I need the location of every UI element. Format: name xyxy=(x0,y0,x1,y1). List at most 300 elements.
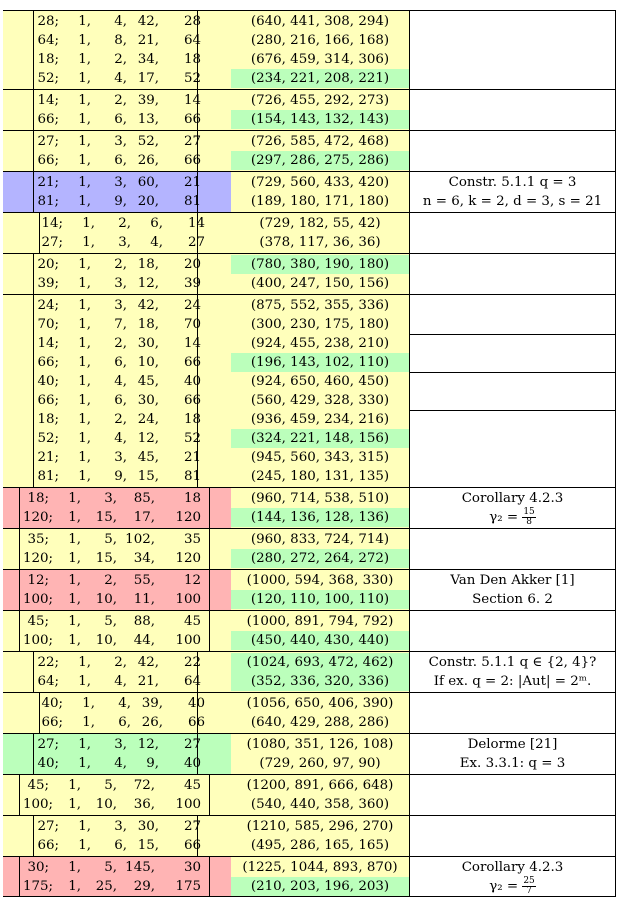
params-cell xyxy=(3,693,231,733)
param-row xyxy=(3,255,231,274)
tuple-row: (144, 136, 128, 136) xyxy=(231,508,409,527)
param-value: 52; xyxy=(37,71,59,86)
param-value: 1, xyxy=(78,14,91,29)
tuple-row: (726, 585, 472, 468) xyxy=(231,132,409,151)
param-value: 66 xyxy=(183,393,201,408)
params-cell xyxy=(3,857,231,896)
note-line xyxy=(410,653,615,672)
param-value: 1, xyxy=(78,153,91,168)
tuple-cell xyxy=(231,652,409,692)
note-cell xyxy=(409,652,616,692)
param-value: 2, xyxy=(114,93,127,108)
param-value: 1, xyxy=(68,879,81,894)
param-value: 12, xyxy=(137,276,159,291)
params-cell xyxy=(3,11,231,89)
param-value: 10, xyxy=(137,355,159,370)
tuple-row: (924, 455, 238, 210) xyxy=(231,334,409,353)
tuple-row: (245, 180, 131, 135) xyxy=(231,467,409,486)
note-line xyxy=(410,489,615,508)
note-cell xyxy=(409,488,616,528)
param-value: 27 xyxy=(183,134,201,149)
param-value: 39 xyxy=(183,276,201,291)
param-value: 1, xyxy=(78,71,91,86)
tuple-row: (495, 286, 165, 165) xyxy=(231,836,409,855)
tuple-row: (189, 180, 171, 180) xyxy=(231,192,409,211)
param-value: 1, xyxy=(68,573,81,588)
param-value: 1, xyxy=(78,838,91,853)
tuple-cell xyxy=(231,254,409,294)
note-cell xyxy=(409,611,616,651)
tuple-row: (196, 143, 102, 110) xyxy=(231,353,409,372)
tuple-row: (450, 440, 430, 440) xyxy=(231,631,409,650)
param-value: 1, xyxy=(78,257,91,272)
tuple-cell xyxy=(231,734,409,774)
param-value: 102, xyxy=(125,532,155,547)
table-group xyxy=(3,10,616,89)
param-value: 27; xyxy=(37,737,59,752)
param-value: 120; xyxy=(23,551,54,566)
param-value: 66; xyxy=(37,393,59,408)
tuple-cell xyxy=(231,11,409,89)
param-row xyxy=(3,12,231,31)
tuple-row: (1080, 351, 126, 108) xyxy=(231,735,409,754)
param-row xyxy=(3,672,231,691)
param-value: 5, xyxy=(104,532,117,547)
param-value: 175 xyxy=(175,879,201,894)
param-value: 18; xyxy=(37,412,59,427)
fraction-denominator: 7 xyxy=(526,886,532,896)
param-value: 21; xyxy=(37,450,59,465)
note-cell xyxy=(409,295,616,487)
fraction-numerator: 15 xyxy=(523,507,535,517)
param-row xyxy=(3,31,231,50)
param-value: 4, xyxy=(114,14,127,29)
tuple-cell xyxy=(231,775,409,815)
tuple-row: (324, 221, 148, 156) xyxy=(231,429,409,448)
tuple-cell xyxy=(231,816,409,856)
note-line xyxy=(410,672,615,691)
param-value: 64; xyxy=(37,674,59,689)
tuple-row: (936, 459, 234, 216) xyxy=(231,410,409,429)
note-text: Van Den Akker [1] xyxy=(450,573,575,588)
param-value: 1, xyxy=(82,696,95,711)
param-value: 66; xyxy=(41,715,63,730)
note-cell xyxy=(409,254,616,294)
param-row xyxy=(3,214,231,233)
param-value: 3, xyxy=(104,491,117,506)
param-row xyxy=(3,530,231,549)
tuple-row: (640, 429, 288, 286) xyxy=(231,713,409,732)
param-row xyxy=(3,817,231,836)
tuple-row: (280, 216, 166, 168) xyxy=(231,31,409,50)
param-value: 12; xyxy=(27,573,49,588)
param-row xyxy=(3,315,231,334)
param-value: 3, xyxy=(114,298,127,313)
param-row xyxy=(3,192,231,211)
param-value: 1, xyxy=(78,393,91,408)
param-value: 120 xyxy=(175,510,201,525)
note-text: Constr. 5.1.1 q = 3 xyxy=(448,175,577,190)
note-line xyxy=(410,735,615,754)
param-value: 1, xyxy=(78,93,91,108)
param-value: 81; xyxy=(37,194,59,209)
note-text: γ₂ = xyxy=(489,510,523,525)
param-value: 175; xyxy=(23,879,54,894)
param-value: 18 xyxy=(183,412,201,427)
param-row xyxy=(3,754,231,773)
param-row xyxy=(3,571,231,590)
param-value: 34, xyxy=(137,52,159,67)
note-separator xyxy=(410,372,615,373)
param-value: 52 xyxy=(183,431,201,446)
param-value: 81 xyxy=(183,469,201,484)
param-row xyxy=(3,489,231,508)
param-value: 70; xyxy=(37,317,59,332)
param-value: 21 xyxy=(183,175,201,190)
param-value: 15, xyxy=(95,551,117,566)
param-value: 6, xyxy=(114,355,127,370)
table-group xyxy=(3,856,616,897)
param-row xyxy=(3,735,231,754)
param-row xyxy=(3,372,231,391)
param-value: 20; xyxy=(37,257,59,272)
tuple-cell xyxy=(231,90,409,130)
note-cell xyxy=(409,857,616,896)
param-value: 4, xyxy=(114,374,127,389)
param-value: 11, xyxy=(133,592,155,607)
table-group xyxy=(3,487,616,528)
param-value: 100 xyxy=(175,592,201,607)
param-row xyxy=(3,353,231,372)
param-value: 44, xyxy=(133,633,155,648)
param-value: 1, xyxy=(78,450,91,465)
param-value: 6, xyxy=(114,393,127,408)
note-text: Delorme [21] xyxy=(467,737,558,752)
param-value: 10, xyxy=(95,797,117,812)
param-value: 26, xyxy=(137,153,159,168)
param-value: 27 xyxy=(183,819,201,834)
param-value: 1, xyxy=(78,276,91,291)
param-value: 5, xyxy=(104,778,117,793)
params-cell xyxy=(3,734,231,774)
param-value: 9, xyxy=(114,194,127,209)
note-text: Section 6. 2 xyxy=(472,592,553,607)
param-value: 1, xyxy=(68,532,81,547)
param-value: 27 xyxy=(183,737,201,752)
param-row xyxy=(3,467,231,486)
param-value: 1, xyxy=(78,33,91,48)
param-row xyxy=(3,590,231,609)
tuple-row: (300, 230, 175, 180) xyxy=(231,315,409,334)
params-cell xyxy=(3,254,231,294)
param-value: 45, xyxy=(137,450,159,465)
param-value: 21 xyxy=(183,450,201,465)
param-value: 45; xyxy=(27,778,49,793)
param-value: 6, xyxy=(114,112,127,127)
param-row xyxy=(3,410,231,429)
param-value: 45 xyxy=(183,778,201,793)
param-value: 4, xyxy=(114,674,127,689)
param-row xyxy=(3,132,231,151)
param-value: 27; xyxy=(37,819,59,834)
param-value: 1, xyxy=(78,175,91,190)
param-value: 36, xyxy=(133,797,155,812)
param-value: 15, xyxy=(137,469,159,484)
param-value: 10, xyxy=(95,592,117,607)
param-row xyxy=(3,429,231,448)
param-value: 3, xyxy=(114,450,127,465)
tuple-cell xyxy=(231,693,409,733)
note-text: n = 6, k = 2, d = 3, s = 21 xyxy=(422,194,603,209)
param-value: 34, xyxy=(133,551,155,566)
tuple-cell xyxy=(231,529,409,569)
param-value: 4, xyxy=(114,756,127,771)
note-cell xyxy=(409,775,616,815)
param-value: 6, xyxy=(114,838,127,853)
tuple-row: (729, 560, 433, 420) xyxy=(231,173,409,192)
param-value: 21, xyxy=(137,674,159,689)
note-cell xyxy=(409,213,616,253)
param-value: 1, xyxy=(78,756,91,771)
note-separator xyxy=(410,410,615,411)
param-value: 42, xyxy=(137,298,159,313)
param-value: 18; xyxy=(27,491,49,506)
tuple-row: (400, 247, 150, 156) xyxy=(231,274,409,293)
param-value: 40; xyxy=(37,374,59,389)
param-value: 14; xyxy=(37,93,59,108)
param-value: 18, xyxy=(137,257,159,272)
fraction-numerator: 25 xyxy=(523,876,535,886)
table-group xyxy=(3,610,616,651)
table-group xyxy=(3,692,616,733)
tuple-row: (280, 272, 264, 272) xyxy=(231,549,409,568)
param-value: 24, xyxy=(137,412,159,427)
tuple-row: (378, 117, 36, 36) xyxy=(231,233,409,252)
param-value: 1, xyxy=(68,778,81,793)
param-value: 52 xyxy=(183,71,201,86)
tuple-row: (352, 336, 320, 336) xyxy=(231,672,409,691)
param-value: 1, xyxy=(78,317,91,332)
param-value: 100; xyxy=(23,592,54,607)
param-value: 64 xyxy=(183,674,201,689)
param-value: 1, xyxy=(78,737,91,752)
tuple-row: (1210, 585, 296, 270) xyxy=(231,817,409,836)
tuple-row: (1000, 891, 794, 792) xyxy=(231,612,409,631)
params-cell xyxy=(3,213,231,253)
param-value: 39, xyxy=(141,696,163,711)
param-value: 39, xyxy=(137,93,159,108)
param-value: 12 xyxy=(183,573,201,588)
param-value: 5, xyxy=(104,860,117,875)
param-row xyxy=(3,69,231,88)
param-value: 1, xyxy=(78,298,91,313)
param-value: 81; xyxy=(37,469,59,484)
param-value: 24; xyxy=(37,298,59,313)
param-value: 1, xyxy=(82,715,95,730)
param-value: 2, xyxy=(114,52,127,67)
tuple-row: (729, 260, 97, 90) xyxy=(231,754,409,773)
design-table xyxy=(3,10,616,896)
param-value: 9, xyxy=(114,469,127,484)
param-value: 1, xyxy=(68,614,81,629)
table-group xyxy=(3,89,616,130)
fraction xyxy=(522,508,535,527)
param-value: 15, xyxy=(137,838,159,853)
param-row xyxy=(3,334,231,353)
param-value: 10, xyxy=(95,633,117,648)
param-value: 22; xyxy=(37,655,59,670)
param-value: 145, xyxy=(125,860,155,875)
param-value: 100 xyxy=(175,633,201,648)
tuple-row: (120, 110, 100, 110) xyxy=(231,590,409,609)
param-value: 30, xyxy=(137,336,159,351)
param-value: 85, xyxy=(133,491,155,506)
param-value: 1, xyxy=(78,655,91,670)
param-value: 72, xyxy=(133,778,155,793)
param-value: 45 xyxy=(183,614,201,629)
note-line xyxy=(410,590,615,609)
tuple-cell xyxy=(231,488,409,528)
tuple-row: (726, 455, 292, 273) xyxy=(231,91,409,110)
param-value: 22 xyxy=(183,655,201,670)
param-value: 18 xyxy=(183,491,201,506)
param-value: 14 xyxy=(183,93,201,108)
tuple-row: (560, 429, 328, 330) xyxy=(231,391,409,410)
param-value: 40; xyxy=(37,756,59,771)
param-value: 1, xyxy=(68,797,81,812)
param-row xyxy=(3,448,231,467)
param-value: 66; xyxy=(37,838,59,853)
param-row xyxy=(3,91,231,110)
tuple-row: (234, 221, 208, 221) xyxy=(231,69,409,88)
param-value: 1, xyxy=(68,633,81,648)
param-value: 55, xyxy=(133,573,155,588)
param-value: 1, xyxy=(68,510,81,525)
params-cell xyxy=(3,775,231,815)
param-value: 14 xyxy=(187,216,205,231)
param-value: 66 xyxy=(183,838,201,853)
params-cell xyxy=(3,529,231,569)
param-value: 6, xyxy=(114,153,127,168)
tuple-row: (1200, 891, 666, 648) xyxy=(231,776,409,795)
param-value: 1, xyxy=(78,355,91,370)
param-value: 4, xyxy=(114,71,127,86)
param-value: 66; xyxy=(37,355,59,370)
param-value: 1, xyxy=(68,491,81,506)
param-value: 21; xyxy=(37,175,59,190)
param-value: 66 xyxy=(183,112,201,127)
param-value: 2, xyxy=(104,573,117,588)
param-value: 3, xyxy=(114,175,127,190)
note-cell xyxy=(409,172,616,212)
param-row xyxy=(3,877,231,896)
note-cell xyxy=(409,90,616,130)
param-value: 60, xyxy=(137,175,159,190)
param-value: 21, xyxy=(137,33,159,48)
param-value: 39; xyxy=(37,276,59,291)
param-value: 1, xyxy=(78,194,91,209)
param-row xyxy=(3,776,231,795)
tuple-row: (729, 182, 55, 42) xyxy=(231,214,409,233)
params-cell xyxy=(3,295,231,487)
param-value: 100; xyxy=(23,633,54,648)
param-value: 18; xyxy=(37,52,59,67)
note-cell xyxy=(409,734,616,774)
tuple-row: (945, 560, 343, 315) xyxy=(231,448,409,467)
param-value: 1, xyxy=(78,469,91,484)
param-value: 18 xyxy=(183,52,201,67)
table-group xyxy=(3,212,616,253)
tuple-row: (924, 650, 460, 450) xyxy=(231,372,409,391)
param-value: 4, xyxy=(118,696,131,711)
param-value: 6, xyxy=(150,216,163,231)
param-value: 1, xyxy=(78,431,91,446)
param-value: 1, xyxy=(78,52,91,67)
param-value: 14 xyxy=(183,336,201,351)
tuple-row: (1024, 693, 472, 462) xyxy=(231,653,409,672)
tuple-row: (640, 441, 308, 294) xyxy=(231,12,409,31)
param-value: 100; xyxy=(23,797,54,812)
param-value: 20 xyxy=(183,257,201,272)
param-value: 42, xyxy=(137,655,159,670)
param-value: 25, xyxy=(95,879,117,894)
tuple-cell xyxy=(231,131,409,171)
param-value: 66 xyxy=(187,715,205,730)
param-value: 40; xyxy=(41,696,63,711)
note-line xyxy=(410,858,615,877)
param-value: 14; xyxy=(37,336,59,351)
param-value: 24 xyxy=(183,298,201,313)
param-value: 15, xyxy=(95,510,117,525)
param-value: 2, xyxy=(114,336,127,351)
param-value: 9, xyxy=(146,756,159,771)
param-value: 52, xyxy=(137,134,159,149)
tuple-cell xyxy=(231,295,409,487)
note-separator xyxy=(410,334,615,335)
param-value: 29, xyxy=(133,879,155,894)
table-group xyxy=(3,171,616,212)
param-row xyxy=(3,612,231,631)
param-value: 8, xyxy=(114,33,127,48)
param-value: 3, xyxy=(114,819,127,834)
param-value: 3, xyxy=(114,276,127,291)
tuple-cell xyxy=(231,611,409,651)
fraction xyxy=(522,877,535,896)
table-group xyxy=(3,294,616,487)
note-text: Ex. 3.3.1: q = 3 xyxy=(459,756,566,771)
tuple-row: (960, 833, 724, 714) xyxy=(231,530,409,549)
param-row xyxy=(3,694,231,713)
param-value: 1, xyxy=(78,674,91,689)
param-value: 88, xyxy=(133,614,155,629)
note-line xyxy=(410,877,615,896)
param-value: 1, xyxy=(68,860,81,875)
param-value: 1, xyxy=(68,551,81,566)
param-value: 1, xyxy=(78,819,91,834)
tuple-row: (1056, 650, 406, 390) xyxy=(231,694,409,713)
tuple-cell xyxy=(231,172,409,212)
table-group xyxy=(3,815,616,856)
param-value: 66 xyxy=(183,153,201,168)
param-value: 13, xyxy=(137,112,159,127)
params-cell xyxy=(3,570,231,610)
param-value: 120 xyxy=(175,551,201,566)
note-line xyxy=(410,571,615,590)
param-value: 100 xyxy=(175,797,201,812)
param-value: 1, xyxy=(78,134,91,149)
param-value: 40 xyxy=(183,374,201,389)
param-value: 12, xyxy=(137,737,159,752)
